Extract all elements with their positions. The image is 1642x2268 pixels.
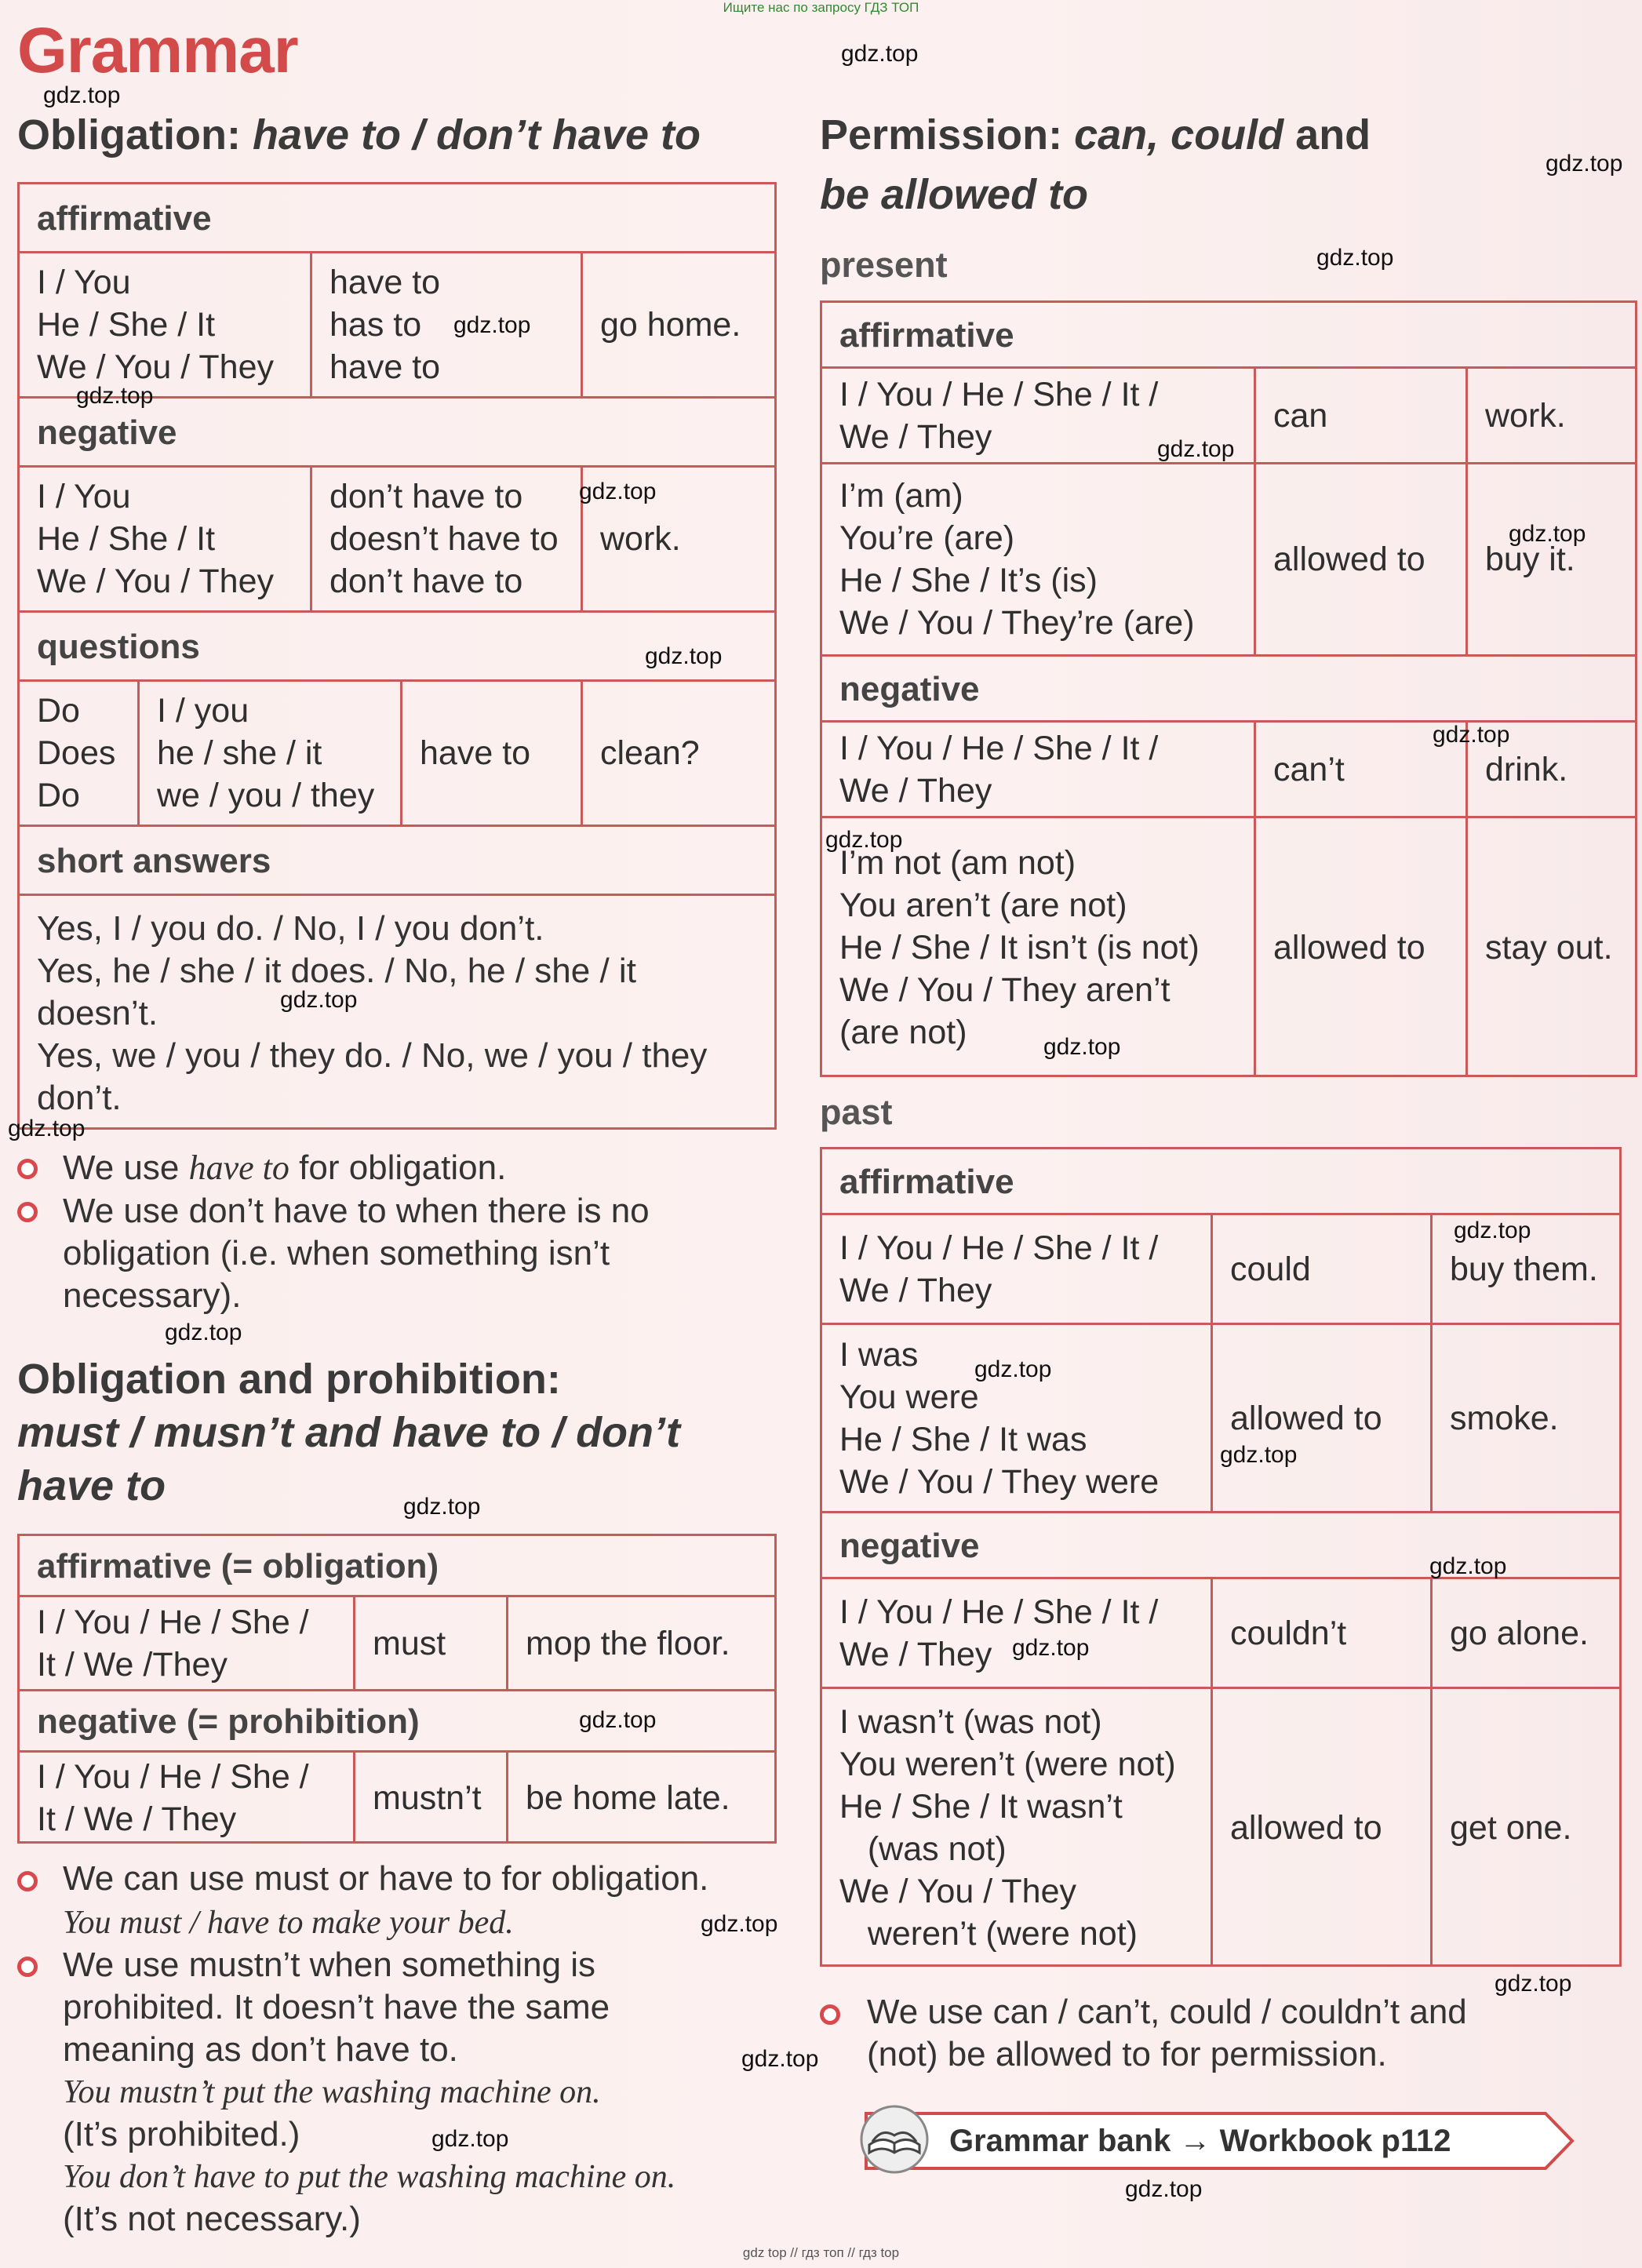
verb: allowed to: [1230, 1809, 1382, 1847]
affirmative-row: [20, 253, 774, 399]
mustnt-row: [20, 1753, 774, 1844]
watermark: gdz.top: [974, 1356, 1052, 1382]
past-negative-label: negative: [822, 1513, 1619, 1579]
subjects: I / you he / she / it we / you / they: [157, 692, 375, 814]
short-answers-label: short answers: [20, 827, 774, 896]
allowed-to-row: [822, 464, 1635, 657]
ending: stay out.: [1485, 929, 1613, 967]
subjects: I / You He / She / It We / You / They: [37, 478, 275, 600]
book-icon: [855, 2104, 934, 2175]
subjects: I / You / He / She / It / We / They: [839, 375, 1159, 456]
negative-prohibition-label: negative (= prohibition): [20, 1691, 774, 1753]
watermark: gdz.top: [280, 987, 358, 1013]
ending: go home.: [600, 306, 741, 344]
watermark: gdz.top: [1429, 1553, 1507, 1579]
auxiliaries: Do Does Do: [37, 692, 116, 814]
example-dont-have-to: You don’t have to put the washing machine on.: [63, 2159, 676, 2195]
top-banner: Ищите нас по запросу ГДЗ ТОП: [723, 0, 919, 15]
questions-row: [20, 682, 774, 827]
watermark: gdz.top: [1546, 151, 1623, 177]
subjects: I’m not (am not) You aren’t (are not) He / She / It isn’t (is not) We / You / They aren’t (are not): [839, 844, 1200, 1051]
ending: buy them.: [1450, 1250, 1598, 1288]
subjects: I’m (am) You’re (are) He / She / It’s (is) We / You / They’re (are): [839, 477, 1195, 642]
verbs: have to has to have to: [329, 264, 441, 386]
verb: allowed to: [1230, 1399, 1382, 1437]
note-have-to: We use have to for obligation.: [63, 1149, 507, 1187]
verb: allowed to: [1273, 541, 1425, 578]
cant-row: [822, 723, 1635, 818]
verb: must: [373, 1624, 446, 1662]
watermark: gdz.top: [825, 827, 903, 853]
present-negative-label: negative: [822, 657, 1635, 723]
present-label: present: [820, 245, 948, 285]
ending: smoke.: [1450, 1399, 1559, 1437]
watermark: gdz.top: [701, 1911, 778, 1937]
grammar-bank-link[interactable]: [863, 2110, 1577, 2172]
example-mustnt-note: (It’s prohibited.): [63, 2115, 300, 2153]
watermark: gdz.top: [1454, 1218, 1531, 1243]
watermark: gdz.top: [1220, 1442, 1298, 1468]
ending: get one.: [1450, 1809, 1572, 1847]
subjects: I was You were He / She / It was We / You / They were: [839, 1335, 1160, 1501]
negative-row: [20, 468, 774, 613]
obligation-heading: Obligation: have to / don’t have to: [17, 111, 701, 158]
affirmative-label: affirmative: [20, 184, 774, 253]
watermark: gdz.top: [1125, 2176, 1203, 2202]
affirmative-obligation-label: affirmative (= obligation): [20, 1536, 774, 1597]
couldnt-row: [822, 1579, 1619, 1689]
ending: buy it.: [1485, 541, 1575, 578]
watermark: gdz.top: [645, 643, 723, 669]
ending: clean?: [600, 734, 700, 772]
permission-present-table: [820, 300, 1637, 1077]
verb: have to: [420, 734, 531, 772]
note-mustnt: We use mustn’t when something is prohibited. It doesn’t have the same meaning as don’t have to.: [63, 1946, 610, 2069]
ending: go alone.: [1450, 1614, 1589, 1652]
wasnt-allowed-to-row: [822, 1689, 1619, 1967]
watermark: gdz.top: [453, 312, 531, 338]
subjects: I wasn’t (was not) You weren’t (were not) He / She / It wasn’t (was not) We / You / They weren’t (were not): [839, 1703, 1176, 1953]
watermark: gdz.top: [43, 82, 121, 108]
watermark: gdz.top: [1012, 1635, 1090, 1661]
ending: mop the floor.: [526, 1624, 730, 1662]
watermark: gdz.top: [1509, 521, 1586, 547]
bottom-banner: gdz top // гдз топ // гдз top: [742, 2245, 900, 2260]
watermark: gdz.top: [431, 2126, 509, 2152]
watermark: gdz.top: [1495, 1971, 1572, 1997]
verb: can: [1273, 396, 1328, 435]
note-dont-have-to: We use don’t have to when there is no obligation (i.e. when something isn’t necessary).: [63, 1192, 650, 1315]
bullet-icon: [820, 2004, 840, 2025]
ending: work.: [1485, 396, 1566, 435]
verb: can’t: [1273, 750, 1345, 788]
not-allowed-to-row: [822, 818, 1635, 1077]
bullet-icon: [17, 1159, 38, 1179]
subjects: I / You / He / She / It / We / They: [839, 729, 1159, 810]
present-affirmative-label: affirmative: [822, 303, 1635, 369]
past-label: past: [820, 1092, 893, 1132]
example-dont-have-to-note: (It’s not necessary.): [63, 2200, 361, 2238]
subjects: I / You / He / She / It / We / They: [839, 1593, 1159, 1673]
watermark: gdz.top: [1316, 245, 1394, 271]
watermark: gdz.top: [579, 479, 657, 504]
was-allowed-to-row: [822, 1325, 1619, 1513]
must-row: [20, 1597, 774, 1691]
page-title: Grammar: [17, 15, 298, 86]
note-permission: We use can / can’t, could / couldn’t and (not) be allowed to for permission.: [867, 1993, 1467, 2073]
questions-label: questions: [20, 613, 774, 682]
subjects: I / You / He / She / It / We / They: [37, 1758, 309, 1838]
watermark: gdz.top: [165, 1320, 242, 1345]
example-mustnt: You mustn’t put the washing machine on.: [63, 2074, 601, 2110]
prohibition-table: [17, 1534, 777, 1844]
past-affirmative-label: affirmative: [822, 1149, 1619, 1215]
subjects: I / You He / She / It We / You / They: [37, 264, 275, 386]
ending: drink.: [1485, 750, 1568, 788]
watermark: gdz.top: [1043, 1034, 1121, 1060]
watermark: gdz.top: [8, 1116, 86, 1141]
verb: allowed to: [1273, 929, 1425, 967]
watermark: gdz.top: [1433, 722, 1510, 748]
prohibition-heading: Obligation and prohibition: must / musn’t and have to / don’t have to: [17, 1356, 680, 1509]
bullet-icon: [17, 1202, 38, 1222]
verb: mustn’t: [373, 1779, 482, 1817]
watermark: gdz.top: [1157, 436, 1235, 462]
bullet-icon: [17, 1871, 38, 1891]
watermark: gdz.top: [579, 1707, 657, 1733]
ending: work.: [600, 520, 681, 558]
watermark: gdz.top: [741, 2046, 819, 2072]
subjects: I / You / He / She / It / We /They: [37, 1603, 309, 1684]
verb: could: [1230, 1250, 1311, 1288]
verb: couldn’t: [1230, 1614, 1347, 1652]
short-answers-text: Yes, I / you do. / No, I / you don’t. Yes, he / she / it does. / No, he / she / it doesn’t. Yes, we / you / they do. / No, we / you / they don’t.: [37, 909, 708, 1117]
note-must-have-to: We can use must or have to for obligation.: [63, 1859, 709, 1898]
watermark: gdz.top: [403, 1494, 481, 1520]
subjects: I / You / He / She / It / We / They: [839, 1229, 1159, 1309]
watermark: gdz.top: [841, 41, 919, 67]
bullet-icon: [17, 1957, 38, 1977]
watermark: gdz.top: [76, 383, 154, 409]
verbs: don’t have to doesn’t have to don’t have to: [329, 478, 559, 600]
grammar-bank-label: Grammar bank → Workbook p112: [949, 2124, 1451, 2158]
permission-heading: Permission: can, could and be allowed to: [820, 111, 1371, 218]
negative-label: negative: [20, 399, 774, 468]
example-must: You must / have to make your bed.: [63, 1905, 514, 1941]
ending: be home late.: [526, 1779, 730, 1817]
